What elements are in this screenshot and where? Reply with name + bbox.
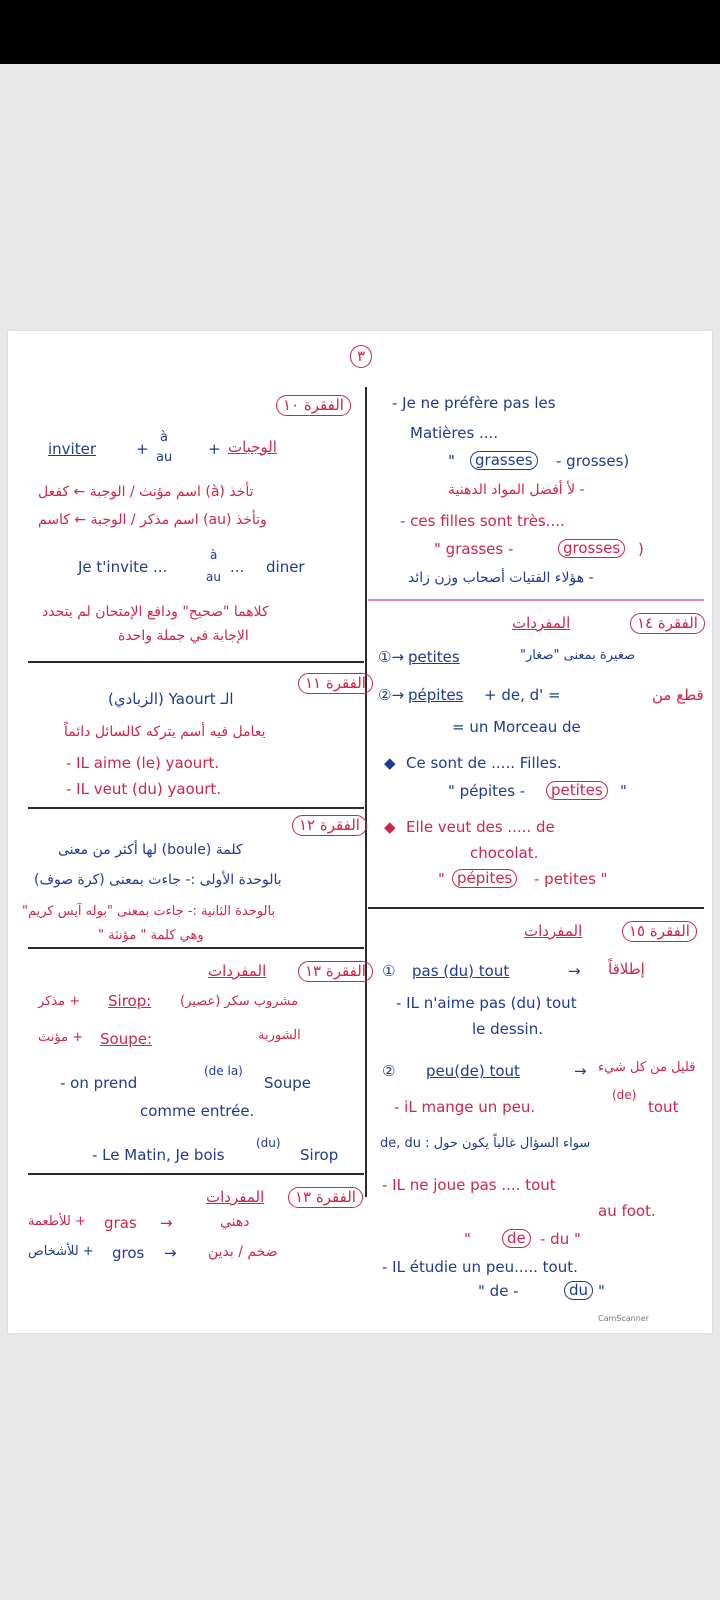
soupe-meaning: الشوربة <box>258 1028 301 1043</box>
soupe-word: Soupe: <box>100 1030 153 1048</box>
answer-rest: - petites " <box>534 870 608 888</box>
au-preposition: au <box>206 570 221 584</box>
diner-word: diner <box>266 558 305 576</box>
answer-rest: ) <box>638 540 644 558</box>
example-sentence: comme entrée. <box>140 1102 255 1120</box>
item-number: ① <box>382 962 396 980</box>
diamond-icon: ◆ <box>384 754 396 772</box>
column-divider <box>365 387 367 1197</box>
soupe-word: Soupe <box>264 1074 311 1092</box>
answer-rest: " grasses - <box>434 540 514 558</box>
translation: - لأ أفضل المواد الدهنية <box>448 482 585 498</box>
arrow: → <box>568 962 581 980</box>
circled-answer: grasses <box>470 451 538 470</box>
answer-rest: " <box>438 870 445 888</box>
vocab-subtitle: المفردات <box>524 922 583 940</box>
section-rule <box>28 1173 364 1175</box>
gender-note: + مؤنث <box>38 1030 84 1045</box>
item-number: ② <box>382 1062 396 1080</box>
pas-du-tout-meaning: إطلاقاً <box>608 960 645 978</box>
yaourt-title: الـ Yaourt (الزبادي) <box>108 690 234 708</box>
pas-du-tout: pas (du) tout <box>412 962 510 980</box>
section-rule <box>28 807 364 809</box>
exercise-line: - Je ne préfère pas les <box>392 394 556 412</box>
exercise-line: le dessin. <box>472 1020 543 1038</box>
answer-rest: " <box>464 1230 471 1248</box>
partitive: (de la) <box>204 1064 243 1078</box>
circled-answer: de <box>502 1229 531 1248</box>
circled-answer: pépites <box>452 869 517 888</box>
arrow: → <box>574 1062 587 1080</box>
au-preposition: au <box>156 450 173 465</box>
paragraph-13-header: الفقرة ١٣ <box>298 961 373 982</box>
exercise-line: Matières .... <box>410 424 499 442</box>
section-rule <box>28 661 364 663</box>
exercise-line: au foot. <box>598 1202 656 1220</box>
exercise-line: - IL étudie un peu..... tout. <box>382 1258 578 1276</box>
partitive: (de) <box>612 1088 637 1102</box>
exercise-line: - IL n'aime pas (du) tout <box>396 994 577 1012</box>
exercise-line: Ce sont de ..... Filles. <box>406 754 562 772</box>
example-sentence: Je t'invite ... <box>78 558 168 576</box>
example-sentence: - on prend <box>60 1074 138 1092</box>
gros-word: gros <box>112 1244 145 1262</box>
example-sentence: - IL aime (le) yaourt. <box>66 754 220 772</box>
rule-line: سواء السؤال غالباً يكون حول : de, du <box>380 1136 591 1151</box>
arrow: → <box>164 1244 177 1262</box>
vocab-subtitle: المفردات <box>208 962 267 980</box>
answer-rest: " pépites - <box>448 782 526 800</box>
diamond-icon: ◆ <box>384 818 396 836</box>
meals-word: الوجبات <box>228 438 277 456</box>
boule-meaning: بالوحدة الثانية :- جاءت بمعنى "بوله آيس كريم" <box>22 904 276 919</box>
gras-meaning: دهني <box>220 1214 250 1230</box>
gros-usage: + للأشخاص <box>28 1244 94 1259</box>
section-rule <box>28 947 364 949</box>
paragraph-11-header: الفقرة ١١ <box>298 673 373 694</box>
inviter-word: inviter <box>48 440 96 458</box>
pepites-word: pépites <box>408 686 464 704</box>
answer-rest: - grosses) <box>556 452 630 470</box>
status-bar <box>0 0 720 64</box>
paragraph-14-header: الفقرة ١٤ <box>630 613 705 634</box>
boule-meaning: بالوحدة الأولى :- جاءت بمعنى (كرة صوف) <box>34 872 282 888</box>
paragraph-13b-header: الفقرة ١٣ <box>288 1187 363 1208</box>
section-rule <box>368 907 704 909</box>
example-sentence: - Le Matin, Je bois <box>92 1146 225 1164</box>
pepites-meaning: قطع من <box>652 686 704 704</box>
pepites-equivalent: = un Morceau de <box>452 718 581 736</box>
vocab-subtitle: المفردات <box>206 1188 265 1206</box>
note-line: الإجابة في جملة واحدة <box>118 628 249 644</box>
answer-rest: " de - <box>478 1282 519 1300</box>
gras-word: gras <box>104 1214 137 1232</box>
pepites-rule: + de, d' = <box>484 686 561 704</box>
rule-line: تأخذ (à) اسم مؤنث / الوجبة ← كفعل <box>38 484 254 500</box>
boule-note: وهي كلمة " مؤنثة " <box>98 928 204 943</box>
section-rule <box>368 599 704 601</box>
petites-word: petites <box>408 648 460 666</box>
a-preposition: à <box>160 430 168 445</box>
paragraph-10-header: الفقرة ١٠ <box>276 395 351 416</box>
sirop-word: Sirop: <box>108 992 152 1010</box>
sirop-word: Sirop <box>300 1146 339 1164</box>
circled-answer: du <box>564 1281 593 1300</box>
scanner-watermark: CamScanner <box>598 1314 650 1323</box>
gras-usage: + للأطعمة <box>28 1214 86 1229</box>
answer-rest: " <box>598 1282 605 1300</box>
paragraph-15-header: الفقرة ١٥ <box>622 921 697 942</box>
tout-word: tout <box>648 1098 679 1116</box>
plus-sign: + <box>208 440 221 458</box>
item-number: ①→ <box>378 648 405 666</box>
note-line: كلاهما "صحيح" ودافع الإمتحان لم يتحدد <box>42 604 269 620</box>
partitive: (du) <box>256 1136 281 1150</box>
exercise-line: - iL mange un peu. <box>394 1098 536 1116</box>
answer-rest: " <box>620 782 627 800</box>
item-number: ②→ <box>378 686 405 704</box>
page-number: ٣ <box>350 345 372 368</box>
arrow: → <box>160 1214 173 1232</box>
a-preposition: à <box>210 548 218 562</box>
example-sentence: - IL veut (du) yaourt. <box>66 780 222 798</box>
rule-line: وتأخذ (au) اسم مذكر / الوجبة ← كاسم <box>38 512 267 528</box>
dots: ... <box>230 558 245 576</box>
plus-sign: + <box>136 440 149 458</box>
exercise-line: - ces filles sont très.... <box>400 512 565 530</box>
answer-quote: " <box>448 452 455 470</box>
translation: - هؤلاء الفتيات أصحاب وزن زائد <box>408 570 594 586</box>
yaourt-desc: يعامل فيه أسم يتركه كالسائل دائماً <box>64 724 266 740</box>
circled-answer: grosses <box>558 539 625 558</box>
peu-de-tout: peu(de) tout <box>426 1062 520 1080</box>
scanned-notes-page <box>8 331 712 1333</box>
exercise-line: - IL ne joue pas .... tout <box>382 1176 556 1194</box>
exercise-line: chocolat. <box>470 844 539 862</box>
vocab-subtitle: المفردات <box>512 614 571 632</box>
peu-de-tout-meaning: قليل من كل شيء <box>598 1060 696 1075</box>
exercise-line: Elle veut des ..... de <box>406 818 555 836</box>
circled-answer: petites <box>546 781 608 800</box>
gros-meaning: ضخم / بدين <box>208 1244 278 1260</box>
boule-title: كلمة (boule) لها أكثر من معنى <box>58 842 243 858</box>
petites-meaning: صغيرة بمعنى "صغار" <box>520 648 636 663</box>
paragraph-12-header: الفقرة ١٢ <box>292 815 367 836</box>
gender-note: + مذكر <box>38 994 81 1009</box>
sirop-meaning: مشروب سكر (عصير) <box>180 994 299 1009</box>
answer-rest: - du " <box>540 1230 581 1248</box>
